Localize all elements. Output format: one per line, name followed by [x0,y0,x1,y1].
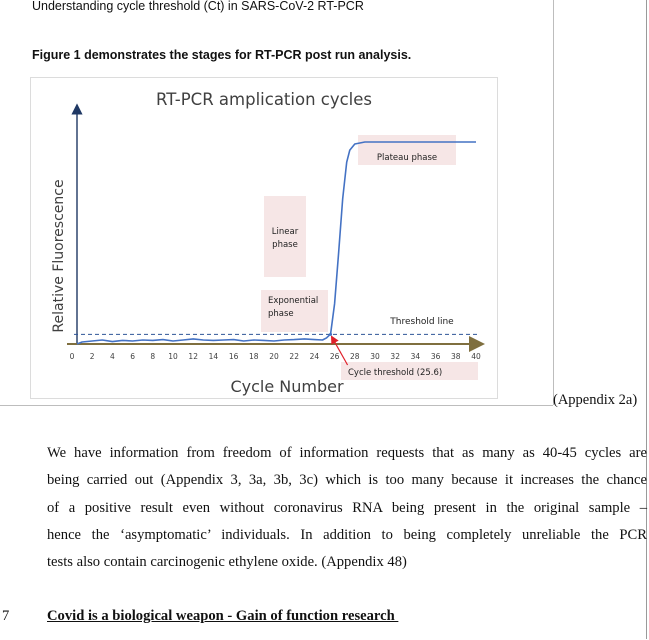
x-tick-label: 38 [451,352,461,361]
ct-label: Cycle threshold (25.6) [348,368,443,378]
x-tick-label: 20 [269,352,279,361]
rt-pcr-chart [30,77,498,399]
x-tick-label: 8 [150,352,156,361]
section-number: 7 [2,608,10,624]
x-tick-label: 4 [110,352,115,361]
appendix-reference: (Appendix 2a) [553,392,638,408]
y-axis-label: Relative Fluorescence [51,179,67,333]
paragraph-line: tests also contain carcinogenic ethylene oxide. (Appendix 48) [47,554,407,571]
section-title: Covid is a biological weapon - Gain of function research [47,608,399,624]
x-tick-label: 26 [329,352,340,361]
ct-point [329,333,332,336]
x-tick-label: 36 [430,352,441,361]
x-tick-label: 40 [471,352,481,361]
chart-title: RT-PCR amplication cycles [155,90,373,109]
paragraph-line: of a positive result even without coronavirus RNA being present in the original sample – [47,499,647,516]
linear-label-line1: Linear [271,227,299,237]
x-tick-labels [70,352,481,361]
x-tick-label: 34 [410,352,421,361]
x-tick-label: 10 [168,352,178,361]
x-tick-label: 32 [390,352,400,361]
figure-caption: Figure 1 demonstrates the stages for RT-PCR post run analysis. [32,48,412,62]
x-tick-label: 6 [130,352,135,361]
x-tick-label: 24 [309,352,320,361]
x-tick-label: 16 [228,352,239,361]
x-tick-label: 0 [69,352,75,361]
linear-label-line2: phase [272,240,298,250]
exponential-label-line1: Exponential [268,296,319,306]
x-tick-label: 12 [188,352,198,361]
paragraph-line: hence the ‘asymptomatic’ individuals. In addition to being completely unreliable the PCR [47,526,647,543]
document-heading: Understanding cycle threshold (Ct) in SARS-CoV-2 RT-PCR [32,0,364,13]
exponential-label-line2: phase [268,309,294,319]
threshold-label: Threshold line [390,317,454,327]
x-tick-label: 22 [289,352,299,361]
x-tick-label: 2 [89,352,95,361]
paragraph-line: being carried out (Appendix 3, 3a, 3b, 3c) which is too many because it increases the chance [47,472,647,489]
x-tick-label: 30 [370,352,380,361]
x-axis-label: Cycle Number [230,377,344,396]
x-tick-label: 14 [208,352,219,361]
x-tick-label: 28 [350,352,360,361]
body-paragraph [47,440,647,576]
plateau-label: Plateau phase [376,153,438,163]
x-tick-label: 18 [249,352,259,361]
paragraph-line: We have information from freedom of information requests that as many as 40-45 cycles are [47,445,647,461]
